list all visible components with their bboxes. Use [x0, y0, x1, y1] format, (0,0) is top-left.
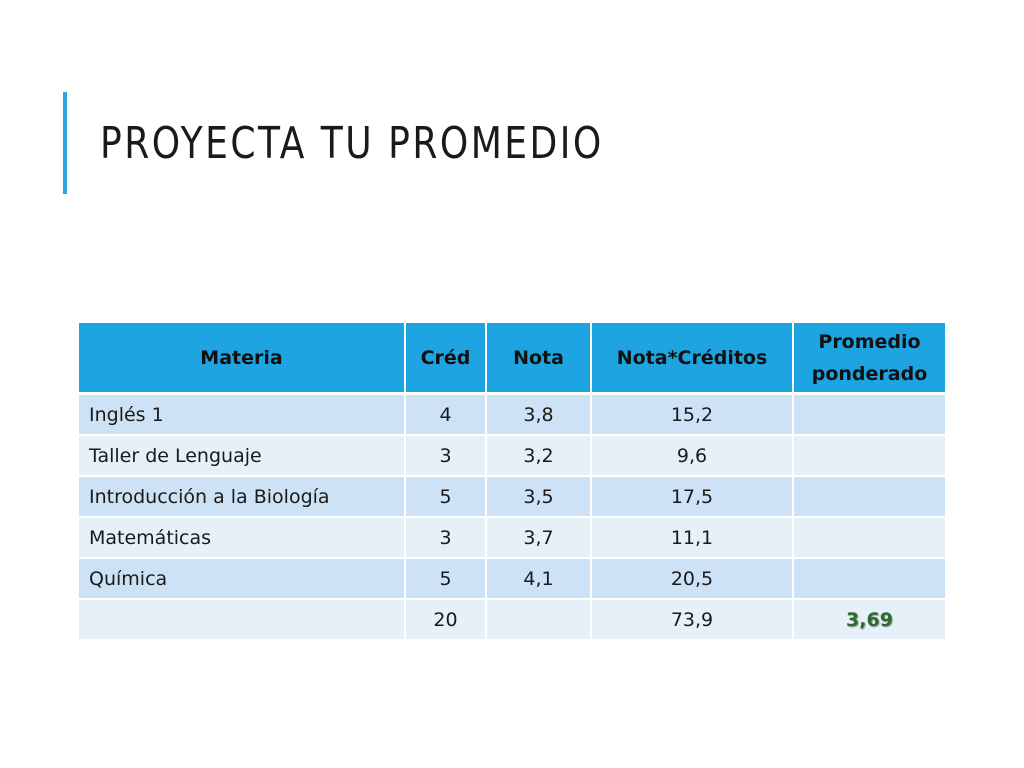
- cell-nota-creditos: 15,2: [592, 395, 794, 436]
- cell-nota: 3,5: [487, 477, 592, 518]
- cell-cred: 3: [406, 518, 487, 559]
- cell-promedio: [794, 559, 945, 600]
- cell-nota: 4,1: [487, 559, 592, 600]
- cell-materia: Inglés 1: [79, 395, 406, 436]
- cell-materia: Taller de Lenguaje: [79, 436, 406, 477]
- cell-materia: Matemáticas: [79, 518, 406, 559]
- total-materia: [79, 600, 406, 641]
- cell-nota-creditos: 20,5: [592, 559, 794, 600]
- totals-row: [79, 600, 945, 641]
- cell-materia: Introducción a la Biología: [79, 477, 406, 518]
- header-cred: Créd: [406, 323, 487, 395]
- cell-cred: 5: [406, 559, 487, 600]
- total-cred: 20: [406, 600, 487, 641]
- header-nota: Nota: [487, 323, 592, 395]
- table-row: [79, 559, 945, 600]
- cell-cred: 5: [406, 477, 487, 518]
- cell-nota-creditos: 17,5: [592, 477, 794, 518]
- cell-nota-creditos: 9,6: [592, 436, 794, 477]
- cell-promedio: [794, 477, 945, 518]
- total-nota-creditos: 73,9: [592, 600, 794, 641]
- cell-promedio: [794, 518, 945, 559]
- cell-cred: 4: [406, 395, 487, 436]
- header-promedio: Promedio ponderado: [794, 323, 945, 395]
- table-row: [79, 518, 945, 559]
- grades-table: [79, 323, 945, 641]
- cell-cred: 3: [406, 436, 487, 477]
- cell-nota: 3,2: [487, 436, 592, 477]
- header-nota-creditos: Nota*Créditos: [592, 323, 794, 395]
- table-row: [79, 477, 945, 518]
- title-accent-bar: [63, 92, 67, 194]
- weighted-average-value: 3,69: [846, 608, 893, 631]
- cell-materia: Química: [79, 559, 406, 600]
- total-promedio: [794, 600, 945, 641]
- total-nota: [487, 600, 592, 641]
- cell-nota: 3,8: [487, 395, 592, 436]
- header-materia: Materia: [79, 323, 406, 395]
- cell-promedio: [794, 436, 945, 477]
- slide-title: PROYECTA TU PROMEDIO: [100, 118, 604, 169]
- table-row: [79, 436, 945, 477]
- cell-nota-creditos: 11,1: [592, 518, 794, 559]
- table-row: [79, 395, 945, 436]
- cell-promedio: [794, 395, 945, 436]
- table-header-row: [79, 323, 945, 395]
- cell-nota: 3,7: [487, 518, 592, 559]
